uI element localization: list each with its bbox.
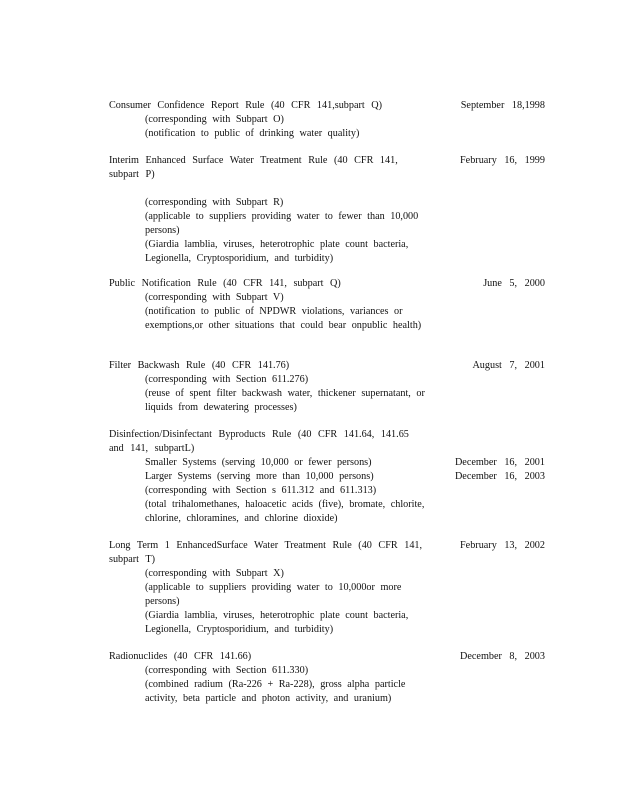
rule-detail: (Giardia lamblia, viruses, heterotrophic plate count bacteria, Legionella, Cryptosporidium, and turbidity) <box>145 610 409 635</box>
rule-entry <box>109 359 545 415</box>
rule-date: June 5, 2000 <box>483 278 545 289</box>
system-label: Larger Systems (serving more than 10,000 persons) <box>145 471 374 482</box>
rule-detail: (corresponding with Subpart X) <box>145 568 284 579</box>
rule-detail: (corresponding with Section 611.330) <box>145 665 309 676</box>
rule-entry <box>109 154 545 266</box>
rule-entry <box>109 99 545 141</box>
rule-detail: (corresponding with Section 611.276) <box>145 374 309 385</box>
rule-date: February 13, 2002 <box>460 540 545 551</box>
rule-entry <box>109 277 545 333</box>
rule-title: Filter Backwash Rule (40 CFR 141.76) <box>109 360 290 371</box>
rule-detail: (notification to public of drinking water quality) <box>145 128 360 139</box>
system-row <box>145 456 427 470</box>
rule-detail: (corresponding with Subpart O) <box>145 114 284 125</box>
rule-detail: (Giardia lamblia, viruses, heterotrophic plate count bacteria, Legionella, Cryptosporidium, and turbidity) <box>145 239 409 264</box>
rule-title: Interim Enhanced Surface Water Treatment Rule (40 CFR 141, subpart P) <box>109 155 398 180</box>
rule-detail: (reuse of spent filter backwash water, thickener supernatant, or liquids from dewatering processes) <box>145 388 425 413</box>
rule-date: August 7, 2001 <box>472 360 545 371</box>
rule-detail: (corresponding with Section s 611.312 and 611.313) <box>145 485 377 496</box>
rule-detail: (applicable to suppliers providing water to fewer than 10,000 persons) <box>145 211 419 236</box>
rule-title: Radionuclides (40 CFR 141.66) <box>109 651 252 662</box>
rule-title: Public Notification Rule (40 CFR 141, subpart Q) <box>109 278 341 289</box>
rule-entry <box>109 539 545 637</box>
rule-entry <box>109 428 545 526</box>
rule-date: December 16, 2001 <box>454 457 545 468</box>
rule-detail: (applicable to suppliers providing water to 10,000or more persons) <box>145 582 402 607</box>
rule-detail: (total trihalomethanes, haloacetic acids (five), bromate, chlorite, chlorine, chloramines, and chlorine dioxide) <box>145 499 425 524</box>
system-row <box>145 470 427 484</box>
rule-date: December 16, 2003 <box>454 471 545 482</box>
rule-date: September 18,1998 <box>460 100 545 111</box>
system-label: Smaller Systems (serving 10,000 or fewer persons) <box>145 457 372 468</box>
rule-detail: (corresponding with Subpart R) <box>145 197 284 208</box>
rule-title: Consumer Confidence Report Rule (40 CFR 141,subpart Q) <box>109 100 383 111</box>
rule-detail: (notification to public of NPDWR violations, variances or exemptions,or other situations that could bear onpublic health) <box>145 306 422 331</box>
rule-date: February 16, 1999 <box>460 155 545 166</box>
rule-date: December 8, 2003 <box>460 651 545 662</box>
rule-detail: (corresponding with Subpart V) <box>145 292 284 303</box>
rule-entry <box>109 650 545 706</box>
rule-title: Disinfection/Disinfectant Byproducts Rule (40 CFR 141.64, 141.65 and 141, subpartL) <box>109 429 409 454</box>
rule-detail: (combined radium (Ra-226 + Ra-228), gross alpha particle activity, beta particle and photon activity, and uranium) <box>145 679 406 704</box>
rule-title: Long Term 1 EnhancedSurface Water Treatment Rule (40 CFR 141, subpart T) <box>109 540 423 565</box>
